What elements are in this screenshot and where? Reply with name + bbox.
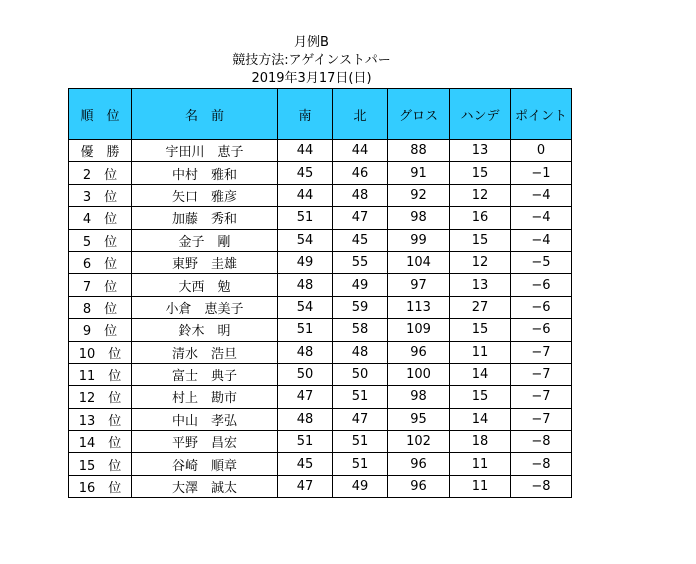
- rank-cell: 6 位: [69, 251, 132, 273]
- table-row: [69, 453, 572, 475]
- south-score-cell: 49: [278, 251, 333, 273]
- competition-method: 競技方法:アゲインストパー: [232, 53, 391, 68]
- points-cell: −7: [511, 341, 572, 363]
- points-cell: −8: [511, 431, 572, 453]
- name-cell: 大澤 誠太: [132, 475, 278, 497]
- name-cell: 矢口 雅彦: [132, 184, 278, 206]
- points-cell: −4: [511, 184, 572, 206]
- points-cell: −4: [511, 207, 572, 229]
- south-score-cell: 51: [278, 431, 333, 453]
- handicap-cell: 15: [450, 319, 511, 341]
- handicap-cell: 13: [450, 274, 511, 296]
- handicap-cell: 12: [450, 251, 511, 273]
- north-score-cell: 47: [333, 207, 388, 229]
- name-cell: 中村 雅和: [132, 162, 278, 184]
- handicap-cell: 15: [450, 162, 511, 184]
- handicap-cell: 16: [450, 207, 511, 229]
- gross-score-cell: 100: [388, 363, 450, 385]
- handicap-cell: 14: [450, 408, 511, 430]
- south-score-cell: 47: [278, 386, 333, 408]
- gross-score-cell: 96: [388, 475, 450, 497]
- north-score-cell: 44: [333, 140, 388, 162]
- table-row: [69, 431, 572, 453]
- points-cell: −7: [511, 363, 572, 385]
- handicap-cell: 13: [450, 140, 511, 162]
- gross-score-cell: 91: [388, 162, 450, 184]
- gross-score-cell: 95: [388, 408, 450, 430]
- table-row: [69, 475, 572, 497]
- results-table: [68, 88, 572, 498]
- header-points: ポイント: [511, 89, 572, 140]
- north-score-cell: 47: [333, 408, 388, 430]
- rank-cell: 優 勝: [69, 140, 132, 162]
- header-north: 北: [333, 89, 388, 140]
- table-row: [69, 319, 572, 341]
- gross-score-cell: 102: [388, 431, 450, 453]
- name-cell: 大西 勉: [132, 274, 278, 296]
- south-score-cell: 45: [278, 162, 333, 184]
- gross-score-cell: 96: [388, 453, 450, 475]
- handicap-cell: 15: [450, 229, 511, 251]
- handicap-cell: 12: [450, 184, 511, 206]
- rank-cell: 14 位: [69, 431, 132, 453]
- north-score-cell: 58: [333, 319, 388, 341]
- points-cell: −6: [511, 319, 572, 341]
- rank-cell: 4 位: [69, 207, 132, 229]
- rank-cell: 16 位: [69, 475, 132, 497]
- table-row: [69, 140, 572, 162]
- rank-cell: 2 位: [69, 162, 132, 184]
- table-row: [69, 341, 572, 363]
- header-handicap: ハンデ: [450, 89, 511, 140]
- rank-cell: 15 位: [69, 453, 132, 475]
- handicap-cell: 11: [450, 475, 511, 497]
- gross-score-cell: 98: [388, 207, 450, 229]
- name-cell: 宇田川 恵子: [132, 140, 278, 162]
- header-south: 南: [278, 89, 333, 140]
- north-score-cell: 51: [333, 453, 388, 475]
- header-gross: グロス: [388, 89, 450, 140]
- north-score-cell: 48: [333, 184, 388, 206]
- table-row: [69, 274, 572, 296]
- handicap-cell: 11: [450, 453, 511, 475]
- south-score-cell: 44: [278, 184, 333, 206]
- rank-cell: 5 位: [69, 229, 132, 251]
- name-cell: 谷崎 順章: [132, 453, 278, 475]
- table-row: [69, 162, 572, 184]
- gross-score-cell: 99: [388, 229, 450, 251]
- table-row: [69, 408, 572, 430]
- south-score-cell: 44: [278, 140, 333, 162]
- name-cell: 金子 剛: [132, 229, 278, 251]
- south-score-cell: 47: [278, 475, 333, 497]
- north-score-cell: 49: [333, 274, 388, 296]
- table-row: [69, 207, 572, 229]
- gross-score-cell: 97: [388, 274, 450, 296]
- rank-cell: 8 位: [69, 296, 132, 318]
- points-cell: −7: [511, 386, 572, 408]
- gross-score-cell: 104: [388, 251, 450, 273]
- rank-cell: 11 位: [69, 363, 132, 385]
- points-cell: −8: [511, 453, 572, 475]
- results-body: [69, 140, 572, 498]
- name-cell: 平野 昌宏: [132, 431, 278, 453]
- south-score-cell: 48: [278, 341, 333, 363]
- name-cell: 東野 圭雄: [132, 251, 278, 273]
- north-score-cell: 48: [333, 341, 388, 363]
- handicap-cell: 15: [450, 386, 511, 408]
- north-score-cell: 51: [333, 386, 388, 408]
- gross-score-cell: 109: [388, 319, 450, 341]
- north-score-cell: 55: [333, 251, 388, 273]
- points-cell: −6: [511, 274, 572, 296]
- table-row: [69, 251, 572, 273]
- north-score-cell: 46: [333, 162, 388, 184]
- gross-score-cell: 98: [388, 386, 450, 408]
- north-score-cell: 59: [333, 296, 388, 318]
- handicap-cell: 27: [450, 296, 511, 318]
- south-score-cell: 54: [278, 229, 333, 251]
- name-cell: 小倉 恵美子: [132, 296, 278, 318]
- north-score-cell: 49: [333, 475, 388, 497]
- name-cell: 加藤 秀和: [132, 207, 278, 229]
- name-cell: 中山 孝弘: [132, 408, 278, 430]
- points-cell: −7: [511, 408, 572, 430]
- rank-cell: 13 位: [69, 408, 132, 430]
- south-score-cell: 48: [278, 274, 333, 296]
- points-cell: 0: [511, 140, 572, 162]
- north-score-cell: 45: [333, 229, 388, 251]
- sheet-title: 月例B: [294, 35, 329, 50]
- south-score-cell: 51: [278, 319, 333, 341]
- points-cell: −8: [511, 475, 572, 497]
- table-row: [69, 363, 572, 385]
- handicap-cell: 14: [450, 363, 511, 385]
- south-score-cell: 54: [278, 296, 333, 318]
- competition-date: 2019年3月17日(日): [251, 71, 372, 86]
- south-score-cell: 48: [278, 408, 333, 430]
- south-score-cell: 50: [278, 363, 333, 385]
- north-score-cell: 51: [333, 431, 388, 453]
- gross-score-cell: 92: [388, 184, 450, 206]
- name-cell: 鈴木 明: [132, 319, 278, 341]
- handicap-cell: 11: [450, 341, 511, 363]
- south-score-cell: 51: [278, 207, 333, 229]
- gross-score-cell: 96: [388, 341, 450, 363]
- header-row: [69, 89, 572, 140]
- south-score-cell: 45: [278, 453, 333, 475]
- points-cell: −6: [511, 296, 572, 318]
- rank-cell: 9 位: [69, 319, 132, 341]
- table-row: [69, 386, 572, 408]
- table-row: [69, 296, 572, 318]
- name-cell: 村上 勘市: [132, 386, 278, 408]
- points-cell: −4: [511, 229, 572, 251]
- points-cell: −1: [511, 162, 572, 184]
- name-cell: 清水 浩旦: [132, 341, 278, 363]
- gross-score-cell: 88: [388, 140, 450, 162]
- handicap-cell: 18: [450, 431, 511, 453]
- points-cell: −5: [511, 251, 572, 273]
- rank-cell: 10 位: [69, 341, 132, 363]
- rank-cell: 12 位: [69, 386, 132, 408]
- rank-cell: 7 位: [69, 274, 132, 296]
- gross-score-cell: 113: [388, 296, 450, 318]
- north-score-cell: 50: [333, 363, 388, 385]
- table-row: [69, 229, 572, 251]
- table-row: [69, 184, 572, 206]
- header-rank: 順 位: [69, 89, 132, 140]
- rank-cell: 3 位: [69, 184, 132, 206]
- header-name: 名 前: [132, 89, 278, 140]
- name-cell: 富士 典子: [132, 363, 278, 385]
